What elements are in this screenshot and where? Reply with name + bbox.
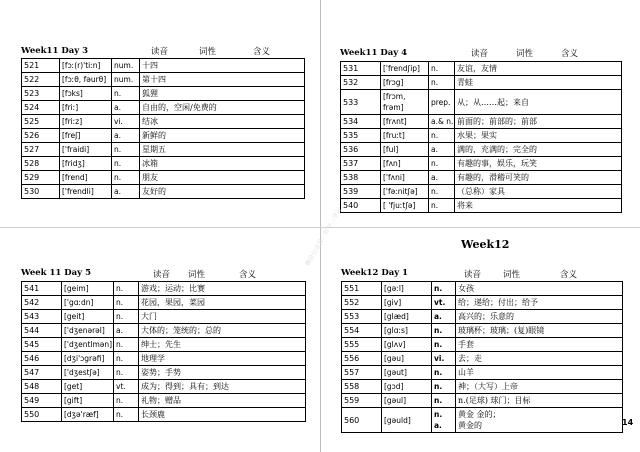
panel4-pron-label: 读音: [464, 270, 482, 280]
table-row: [342, 366, 623, 380]
word-number-cell: 554: [342, 324, 382, 338]
word-number-cell: 548: [22, 380, 62, 394]
phonetic-cell: ['dʒenərəl]: [62, 324, 114, 338]
table-row: [22, 87, 305, 101]
meaning-cell: 有趣的事，娱乐，玩笑: [455, 157, 622, 171]
panel1-meaning-label: 含义: [253, 47, 271, 57]
word-number-cell: 549: [22, 394, 62, 408]
phonetic-cell: [ 'fjuːtʃə]: [381, 199, 429, 213]
meaning-cell: 手套: [456, 338, 623, 352]
part-of-speech-cell: n.: [432, 324, 456, 338]
word-number-cell: 539: [341, 185, 381, 199]
meaning-cell: 大体的；笼统的；总的: [139, 324, 306, 338]
word-number-cell: 531: [341, 62, 381, 76]
table-row: [341, 185, 622, 199]
part-of-speech-cell: n.: [114, 408, 139, 422]
word-number-cell: 543: [22, 310, 62, 324]
meaning-cell: 长颈鹿: [139, 408, 306, 422]
word-number-cell: 540: [341, 199, 381, 213]
phonetic-cell: ['frendʃip]: [381, 62, 429, 76]
part-of-speech-cell: vt.: [114, 380, 139, 394]
part-of-speech-cell: n.: [114, 282, 139, 296]
phonetic-cell: [frɔg]: [381, 76, 429, 90]
word-number-cell: 534: [341, 115, 381, 129]
word-number-cell: 526: [22, 129, 60, 143]
word-number-cell: 542: [22, 296, 62, 310]
part-of-speech-cell: n.: [429, 157, 455, 171]
table-row: [22, 380, 306, 394]
word-number-cell: 551: [342, 282, 382, 296]
part-of-speech-cell: prep.: [429, 90, 455, 115]
panel2-title: Week11 Day 4: [340, 48, 408, 58]
center-vertical-divider: [320, 0, 321, 452]
part-of-speech-cell: n.: [432, 338, 456, 352]
word-number-cell: 546: [22, 352, 62, 366]
phonetic-cell: ['fəːnitʃə]: [381, 185, 429, 199]
week12-title: Week12: [461, 238, 510, 251]
table-row: [22, 143, 305, 157]
word-number-cell: 547: [22, 366, 62, 380]
table-row: [22, 408, 306, 422]
panel3-pos-label: 词性: [188, 270, 206, 280]
word-number-cell: 532: [341, 76, 381, 90]
table-row: [341, 76, 622, 90]
phonetic-cell: [fruːt]: [381, 129, 429, 143]
phonetic-cell: [dʒi'ɔgrəfi]: [62, 352, 114, 366]
word-number-cell: 556: [342, 352, 382, 366]
panel1-pron-label: 读音: [151, 47, 169, 57]
part-of-speech-cell: n.: [114, 338, 139, 352]
meaning-cell: 冰箱: [140, 157, 305, 171]
word-number-cell: 523: [22, 87, 60, 101]
part-of-speech-cell: n.: [114, 310, 139, 324]
vocab-table-week11-day3: [21, 58, 305, 199]
phonetic-cell: [fridʒ]: [60, 157, 112, 171]
table-row: [22, 338, 306, 352]
word-number-cell: 545: [22, 338, 62, 352]
phonetic-cell: [fɔː(r)'tiːn]: [60, 59, 112, 73]
meaning-cell: 星期五: [140, 143, 305, 157]
word-number-cell: 535: [341, 129, 381, 143]
table-row: [341, 157, 622, 171]
meaning-cell: 山羊: [456, 366, 623, 380]
part-of-speech-cell: vi.: [112, 115, 140, 129]
phonetic-cell: [geim]: [62, 282, 114, 296]
part-of-speech-cell: n.: [429, 199, 455, 213]
table-row: [22, 352, 306, 366]
phonetic-cell: [fɔks]: [60, 87, 112, 101]
part-of-speech-cell: n.: [432, 366, 456, 380]
part-of-speech-cell: n.: [112, 143, 140, 157]
part-of-speech-cell: n.: [112, 171, 140, 185]
word-number-cell: 533: [341, 90, 381, 115]
word-number-cell: 522: [22, 73, 60, 87]
table-row: [342, 408, 623, 433]
phonetic-cell: [friːz]: [60, 115, 112, 129]
vocab-table-week11-day5: [21, 281, 306, 422]
word-number-cell: 527: [22, 143, 60, 157]
table-row: [341, 199, 622, 213]
panel3-header: [21, 268, 91, 278]
panel3-pron-label: 读音: [153, 270, 171, 280]
meaning-cell: 地理学: [139, 352, 306, 366]
meaning-cell: 有趣的，滑稽可笑的: [455, 171, 622, 185]
phonetic-cell: [freʃ]: [60, 129, 112, 143]
table-row: [22, 394, 306, 408]
table-row: [342, 310, 623, 324]
part-of-speech-cell: n.: [429, 62, 455, 76]
table-row: [22, 171, 305, 185]
phonetic-cell: ['frendli]: [60, 185, 112, 199]
word-number-cell: 536: [341, 143, 381, 157]
part-of-speech-cell: a.: [429, 171, 455, 185]
word-number-cell: 521: [22, 59, 60, 73]
phonetic-cell: [frend]: [60, 171, 112, 185]
word-number-cell: 544: [22, 324, 62, 338]
word-number-cell: 557: [342, 366, 382, 380]
meaning-cell: 青蛙: [455, 76, 622, 90]
table-row: [22, 129, 305, 143]
table-row: [342, 282, 623, 296]
table-row: [22, 115, 305, 129]
table-row: [22, 101, 305, 115]
part-of-speech-cell: num.: [112, 73, 140, 87]
word-number-cell: 524: [22, 101, 60, 115]
word-number-cell: 558: [342, 380, 382, 394]
part-of-speech-cell: n.: [432, 394, 456, 408]
phonetic-cell: [frʌnt]: [381, 115, 429, 129]
phonetic-cell: [ful]: [381, 143, 429, 157]
phonetic-cell: [fɔːθ, fəurθ]: [60, 73, 112, 87]
meaning-cell: 狐狸: [140, 87, 305, 101]
table-row: [342, 352, 623, 366]
table-row: [341, 62, 622, 76]
table-row: [22, 185, 305, 199]
meaning-cell: 神；（大写）上帝: [456, 380, 623, 394]
table-row: [342, 394, 623, 408]
meaning-cell: 绅士；先生: [139, 338, 306, 352]
meaning-cell: 满的，充满的；完全的: [455, 143, 622, 157]
phonetic-cell: [gəut]: [382, 366, 432, 380]
part-of-speech-cell: n.: [429, 129, 455, 143]
part-of-speech-cell: n.: [112, 87, 140, 101]
meaning-cell: 水果；果实: [455, 129, 622, 143]
part-of-speech-cell: num.: [112, 59, 140, 73]
word-number-cell: 559: [342, 394, 382, 408]
phonetic-cell: ['gɑːdn]: [62, 296, 114, 310]
panel2-meaning-label: 含义: [561, 49, 579, 59]
part-of-speech-cell: a.: [114, 324, 139, 338]
phonetic-cell: [gəu]: [382, 352, 432, 366]
word-number-cell: 530: [22, 185, 60, 199]
meaning-cell: 成为；得到；具有；到达: [139, 380, 306, 394]
part-of-speech-cell: a.: [112, 101, 140, 115]
part-of-speech-cell: a.: [112, 129, 140, 143]
vocab-table-week11-day4: [340, 61, 622, 213]
meaning-cell: 给；递给；付出；给予: [456, 296, 623, 310]
meaning-cell: 礼物；赠品: [139, 394, 306, 408]
part-of-speech-cell: n.: [114, 394, 139, 408]
word-number-cell: 525: [22, 115, 60, 129]
part-of-speech-cell: a.& n.: [429, 115, 455, 129]
vocab-table-week12-day1: [341, 281, 623, 433]
watermark: 微信公众号：好学…学习: [304, 206, 344, 268]
table-row: [22, 157, 305, 171]
phonetic-cell: [glʌv]: [382, 338, 432, 352]
phonetic-cell: [frɔm, frəm]: [381, 90, 429, 115]
phonetic-cell: [gift]: [62, 394, 114, 408]
table-row: [22, 282, 306, 296]
part-of-speech-cell: n. a.: [432, 408, 456, 433]
table-row: [22, 310, 306, 324]
part-of-speech-cell: n.: [432, 380, 456, 394]
word-number-cell: 538: [341, 171, 381, 185]
meaning-cell: 结冰: [140, 115, 305, 129]
panel4-meaning-label: 含义: [560, 270, 578, 280]
part-of-speech-cell: n.: [114, 296, 139, 310]
part-of-speech-cell: a.: [429, 143, 455, 157]
panel1-title: Week11 Day 3: [21, 46, 89, 56]
panel1-header: [21, 46, 88, 56]
part-of-speech-cell: n.: [114, 366, 139, 380]
meaning-cell: 大门: [139, 310, 306, 324]
part-of-speech-cell: a.: [432, 310, 456, 324]
table-row: [22, 366, 306, 380]
panel3-title: Week 11 Day 5: [21, 268, 91, 278]
word-number-cell: 555: [342, 338, 382, 352]
phonetic-cell: [gəul]: [382, 394, 432, 408]
phonetic-cell: [giv]: [382, 296, 432, 310]
page-number: 14: [622, 418, 634, 427]
part-of-speech-cell: n.: [112, 157, 140, 171]
panel1-pos-label: 词性: [199, 47, 217, 57]
word-number-cell: 550: [22, 408, 62, 422]
meaning-cell: 新鲜的: [140, 129, 305, 143]
table-row: [22, 59, 305, 73]
word-number-cell: 553: [342, 310, 382, 324]
part-of-speech-cell: n.: [429, 76, 455, 90]
table-row: [22, 73, 305, 87]
meaning-cell: 去；走: [456, 352, 623, 366]
panel2-header: [340, 48, 407, 58]
table-row: [342, 324, 623, 338]
center-horizontal-divider: [0, 227, 640, 228]
meaning-cell: （总称）家具: [455, 185, 622, 199]
word-number-cell: 552: [342, 296, 382, 310]
part-of-speech-cell: vi.: [432, 352, 456, 366]
table-row: [341, 171, 622, 185]
word-number-cell: 528: [22, 157, 60, 171]
phonetic-cell: [gəuld]: [382, 408, 432, 433]
phonetic-cell: [glɑːs]: [382, 324, 432, 338]
table-row: [22, 324, 306, 338]
meaning-cell: 十四: [140, 59, 305, 73]
panel2-pron-label: 读音: [471, 49, 489, 59]
meaning-cell: 友好的: [140, 185, 305, 199]
table-row: [341, 115, 622, 129]
meaning-cell: 前面的；前部的；前部: [455, 115, 622, 129]
meaning-cell: 自由的，空闲/免费的: [140, 101, 305, 115]
meaning-cell: 游戏；运动；比赛: [139, 282, 306, 296]
phonetic-cell: ['fraidi]: [60, 143, 112, 157]
meaning-cell: 第十四: [140, 73, 305, 87]
table-row: [341, 90, 622, 115]
panel2-pos-label: 词性: [516, 49, 534, 59]
part-of-speech-cell: n.: [429, 185, 455, 199]
phonetic-cell: ['fʌni]: [381, 171, 429, 185]
phonetic-cell: [geit]: [62, 310, 114, 324]
phonetic-cell: [gɔd]: [382, 380, 432, 394]
panel4-title: Week12 Day 1: [341, 268, 409, 278]
table-row: [342, 296, 623, 310]
phonetic-cell: ['dʒestʃə]: [62, 366, 114, 380]
meaning-cell: 朋友: [140, 171, 305, 185]
phonetic-cell: ['dʒentlmən]: [62, 338, 114, 352]
meaning-cell: 黄金 金的； 黄金的: [456, 408, 623, 433]
panel4-header: [341, 268, 408, 278]
meaning-cell: 高兴的；乐意的: [456, 310, 623, 324]
phonetic-cell: [dʒə'ræf]: [62, 408, 114, 422]
word-number-cell: 529: [22, 171, 60, 185]
part-of-speech-cell: vt.: [432, 296, 456, 310]
meaning-cell: 从；从……起；来自: [455, 90, 622, 115]
part-of-speech-cell: n.: [432, 282, 456, 296]
meaning-cell: 姿势；手势: [139, 366, 306, 380]
meaning-cell: 花园，果园，菜园: [139, 296, 306, 310]
table-row: [341, 143, 622, 157]
phonetic-cell: [gəːl]: [382, 282, 432, 296]
phonetic-cell: [get]: [62, 380, 114, 394]
phonetic-cell: [fʌn]: [381, 157, 429, 171]
meaning-cell: 友谊，友情: [455, 62, 622, 76]
word-number-cell: 541: [22, 282, 62, 296]
table-row: [342, 338, 623, 352]
panel3-meaning-label: 含义: [239, 270, 257, 280]
part-of-speech-cell: n.: [114, 352, 139, 366]
meaning-cell: 女孩: [456, 282, 623, 296]
word-number-cell: 560: [342, 408, 382, 433]
panel4-pos-label: 词性: [503, 270, 521, 280]
phonetic-cell: [friː]: [60, 101, 112, 115]
part-of-speech-cell: a.: [112, 185, 140, 199]
table-row: [22, 296, 306, 310]
meaning-cell: 玻璃杯；玻璃；(复)眼镜: [456, 324, 623, 338]
phonetic-cell: [glæd]: [382, 310, 432, 324]
meaning-cell: n.(足球) 球门；目标: [456, 394, 623, 408]
meaning-cell: 将来: [455, 199, 622, 213]
word-number-cell: 537: [341, 157, 381, 171]
table-row: [341, 129, 622, 143]
table-row: [342, 380, 623, 394]
